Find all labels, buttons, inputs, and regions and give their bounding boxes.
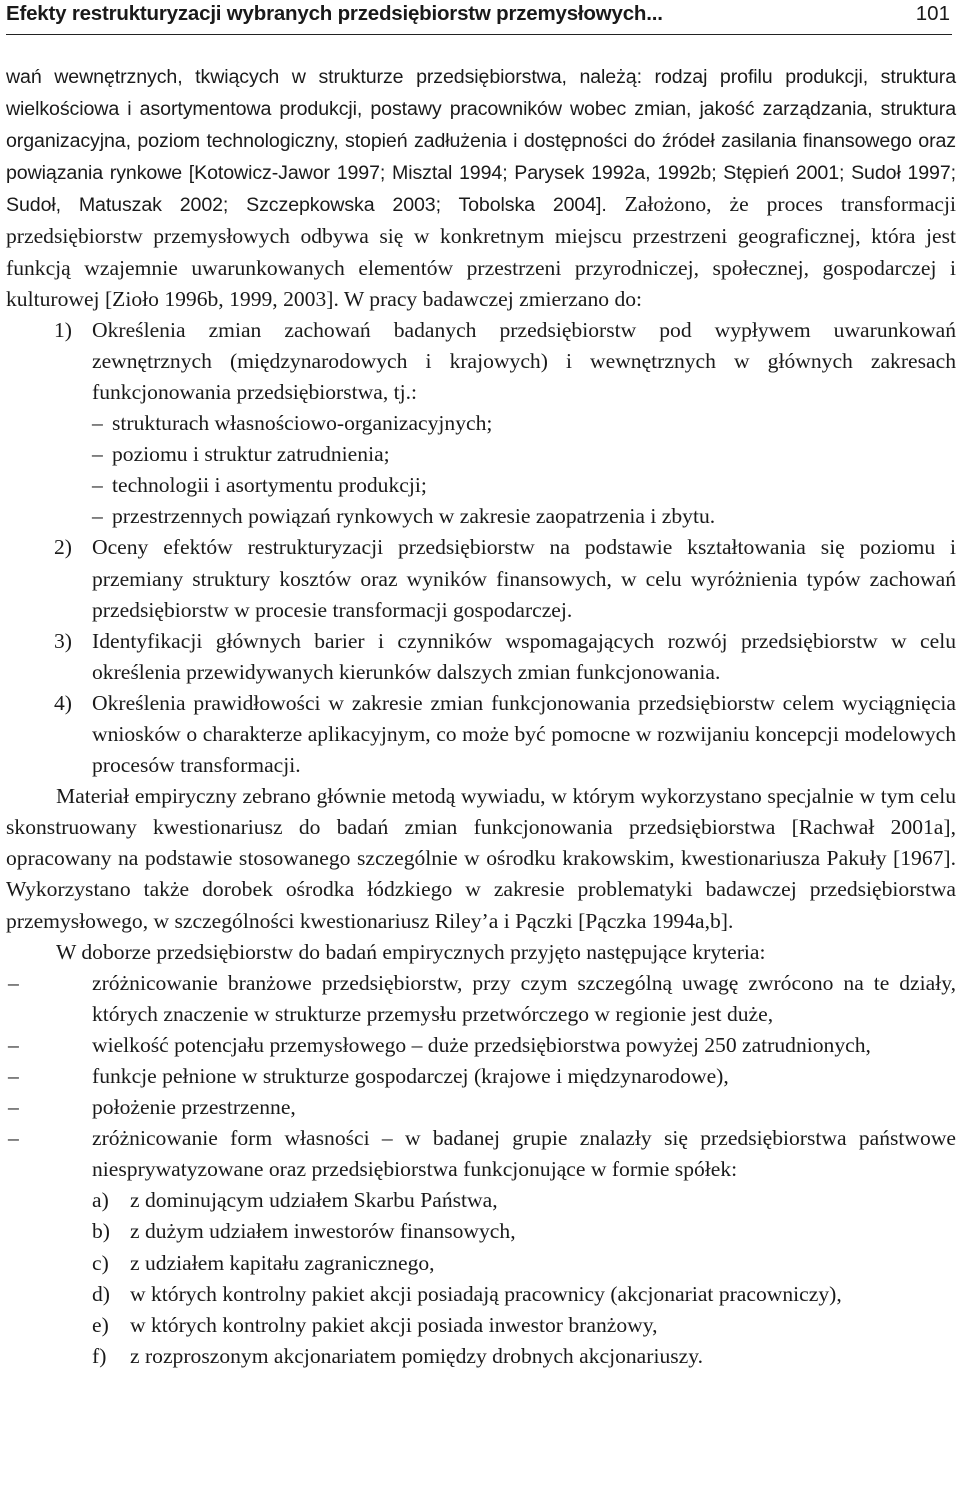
running-title: Efekty restrukturyzacji wybranych przedsiębiorstw przemysłowych...	[6, 2, 663, 25]
material-paragraph: Materiał empiryczny zebrano głównie metodą wywiadu, w którym wykorzystano specjalnie w tym celu skonstruowany kwestionariusz do badań zmian funkcjonowania przedsiębiorstwa [Rachwał 2001a], opracowany na podstawie stosowanego szczególnie w ośrodku krakowskim, kwestionariusza Pakuły [1967]. Wykorzystano także dorobek ośrodka łódzkiego w zakresie problematyki badawczej przedsiębiorstwa przemysłowego, w szczególności kwestionariusz Riley’a i Pączki [Pączka 1994a,b].	[6, 784, 956, 933]
goal-text: Określenia zmian zachowań badanych przedsiębiorstw pod wypływem uwarunkowań zewnętrznych (międzynarodowych i krajowych) i wewnętrznych w głównych zakresach funkcjonowania przedsiębiorstwa, tj.:	[92, 317, 956, 404]
research-goals-list	[6, 315, 956, 781]
item-text: z dużym udziałem inwestorów finansowych,	[130, 1219, 516, 1244]
ownership-forms-list	[6, 1185, 956, 1372]
ownership-form-item	[6, 1310, 956, 1341]
goal-item	[6, 315, 956, 408]
ownership-form-item	[6, 1341, 956, 1372]
criterion-text: zróżnicowanie branżowe przedsiębiorstw, przy czym szczególną uwagę zwrócono na te działy, których znaczenie w strukturze przemysłu przetwórczego w regionie jest duże,	[92, 970, 956, 1026]
subitem-text: poziomu i struktur zatrudnienia;	[112, 442, 390, 467]
dash-bullet: –	[8, 1095, 19, 1120]
item-text: w których kontrolny pakiet akcji posiada inwestor branżowy,	[130, 1312, 658, 1337]
page-header	[6, 0, 952, 35]
criterion-item	[6, 968, 956, 1030]
dash-bullet: –	[92, 411, 103, 436]
goal-number: 4)	[54, 690, 72, 715]
goal-text: Określenia prawidłowości w zakresie zmian funkcjonowania przedsiębiorstw celem wyciągnięcia wniosków o charakterze aplikacyjnym, co może być pomocne w rozwijaniu koncepcji modelowych procesów transformacji.	[92, 690, 956, 778]
criteria-list	[6, 968, 956, 1186]
intro-paragraph	[6, 61, 956, 315]
dash-bullet: –	[92, 442, 103, 467]
item-text: z rozproszonym akcjonariatem pomiędzy drobnych akcjonariuszy.	[130, 1343, 704, 1368]
dash-bullet: –	[8, 1064, 19, 1088]
criterion-text: funkcje pełnione w strukturze gospodarczej (krajowe i międzynarodowe),	[92, 1064, 729, 1088]
goal-subitem	[6, 501, 956, 532]
goal-number: 2)	[54, 535, 72, 560]
criterion-text: położenie przestrzenne,	[92, 1095, 296, 1120]
dash-bullet: –	[92, 504, 103, 529]
criterion-item	[6, 1030, 956, 1061]
item-letter: a)	[92, 1188, 109, 1213]
item-letter: e)	[92, 1312, 109, 1337]
goal-item	[6, 626, 956, 688]
page-body	[6, 61, 956, 1372]
ownership-form-item	[6, 1279, 956, 1310]
goal-subitem	[6, 470, 956, 501]
item-text: z dominującym udziałem Skarbu Państwa,	[130, 1188, 498, 1213]
criterion-item	[6, 1123, 956, 1185]
ownership-form-item	[6, 1248, 956, 1279]
item-letter: c)	[92, 1250, 109, 1275]
goal-item	[6, 688, 956, 781]
dash-bullet: –	[8, 1032, 19, 1057]
intro-text-sans: wań wewnętrznych, tkwiących w strukturze przedsiębiorstwa, należą: rodzaj profilu produkcji, struktura wielkościowa i asortymentowa produkcji, postawy pracowników wobec zmian, jakość zarządzania, struktura organizacyjna, poziom technologiczny, stopień zadłużenia i dostępności do źródeł zasilania finansowego oraz powiązania rynkowe [Kotowicz-Jawor 1997; Misztal 1994; Parysek 1992a, 1992b; Stępień 2001; Sudoł 1997; Sudoł, Matuszak 2002; Szczepkowska 2003; Tobolska 2004].	[6, 66, 956, 217]
subitem-text: strukturach własnościowo-organizacyjnych;	[112, 411, 493, 436]
ownership-form-item	[6, 1185, 956, 1216]
item-text: z udziałem kapitału zagranicznego,	[130, 1250, 435, 1275]
dash-bullet: –	[8, 1126, 19, 1151]
criterion-item	[6, 1092, 956, 1123]
goal-subitem	[6, 408, 956, 439]
dash-bullet: –	[8, 970, 19, 995]
item-text: w których kontrolny pakiet akcji posiadają pracownicy (akcjonariat pracowniczy),	[130, 1281, 842, 1306]
dash-bullet: –	[92, 473, 103, 498]
page-number: 101	[915, 2, 950, 25]
subitem-text: technologii i asortymentu produkcji;	[112, 473, 427, 498]
goal-item	[6, 532, 956, 625]
criterion-text: wielkość potencjału przemysłowego – duże przedsiębiorstwa powyżej 250 zatrudnionych,	[92, 1032, 871, 1057]
goal-number: 1)	[54, 317, 72, 342]
item-letter: b)	[92, 1219, 110, 1244]
goal-number: 3)	[54, 628, 72, 653]
item-letter: f)	[92, 1343, 107, 1368]
subitem-text: przestrzennych powiązań rynkowych w zakresie zaopatrzenia i zbytu.	[112, 504, 716, 529]
criterion-item	[6, 1061, 956, 1092]
item-letter: d)	[92, 1281, 110, 1306]
intro-text-serif: Założono, że proces transformacji przedsiębiorstw przemysłowych odbywa się w konkretnym miejscu przestrzeni geograficznej, która jest funkcją wzajemnie uwarunkowanych elementów przestrzeni przyrodniczej, społecznej, gospodarczej i kulturowej [Zioło 1996b, 1999, 2003]. W pracy badawczej zmierzano do:	[6, 192, 956, 311]
criterion-text: zróżnicowanie form własności – w badanej grupie znalazły się przedsiębiorstwa państwowe niesprywatyzowane oraz przedsiębiorstwa funkcjonujące w formie spółek:	[92, 1126, 956, 1182]
goal-text: Oceny efektów restrukturyzacji przedsiębiorstw na podstawie kształtowania się poziomu i przemiany struktury kosztów oraz wyników finansowych, w celu wyróżnienia typów zachowań przedsiębiorstw w procesie transformacji gospodarczej.	[92, 535, 956, 622]
goal-text: Identyfikacji głównych barier i czynników wspomagających rozwój przedsiębiorstw w celu określenia przewidywanych kierunków dalszych zmian funkcjonowania.	[92, 628, 956, 684]
criteria-intro: W doborze przedsiębiorstw do badań empirycznych przyjęto następujące kryteria:	[56, 939, 766, 964]
goal-subitem	[6, 439, 956, 470]
ownership-form-item	[6, 1216, 956, 1247]
